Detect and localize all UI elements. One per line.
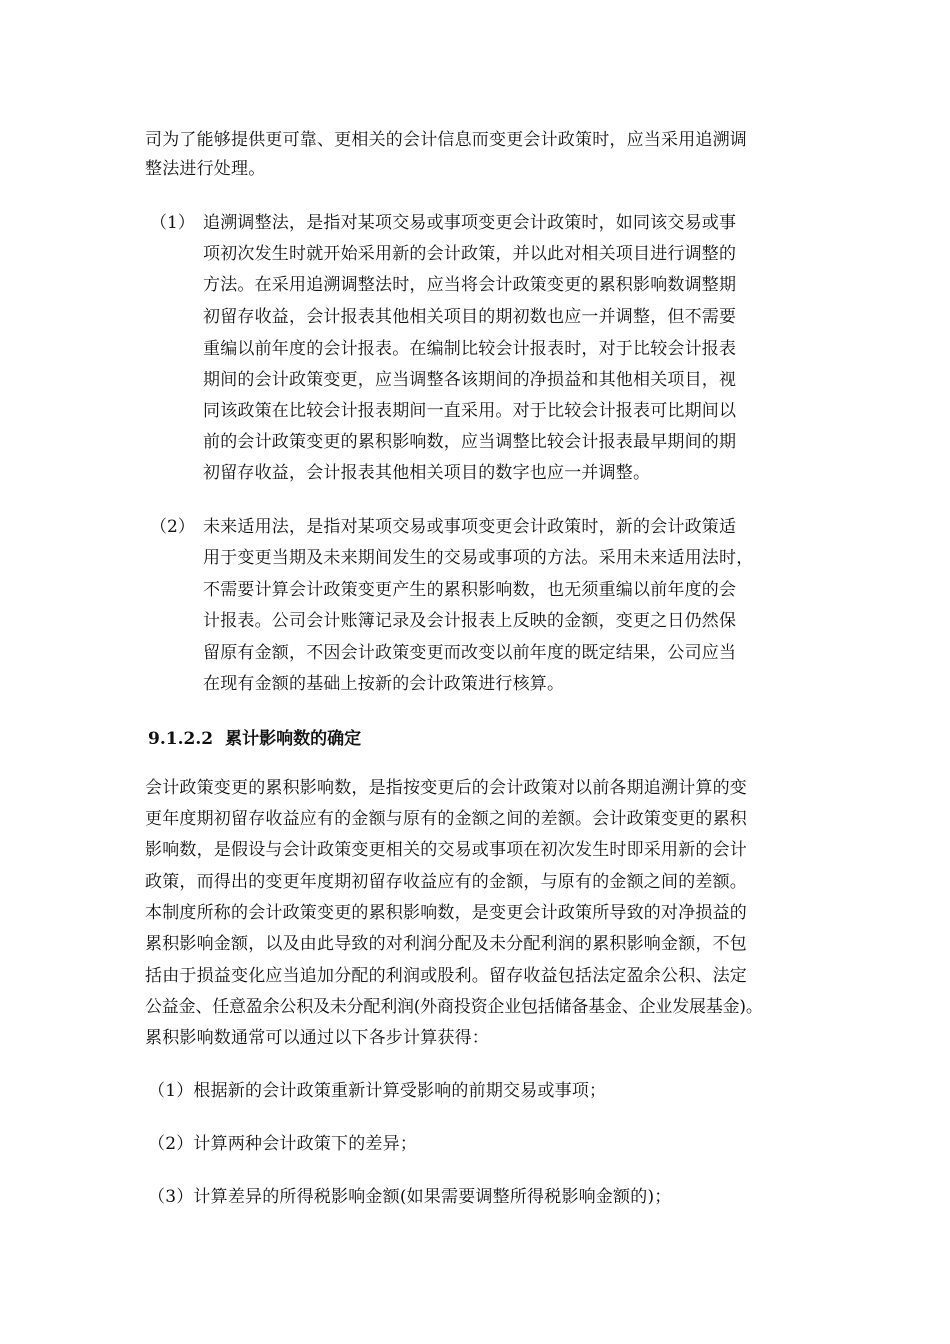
section-number: 9.1.2.2 bbox=[148, 729, 214, 749]
list-item-1-line: 同该政策在比较会计报表期间一直采用。对于比较会计报表可比期间以 bbox=[203, 401, 737, 421]
step-item-2: （2）计算两种会计政策下的差异； bbox=[148, 1134, 418, 1154]
body-line: 本制度所称的会计政策变更的累积影响数，是变更会计政策所导致的对净损益的 bbox=[145, 903, 747, 923]
list-item-1-line: 初留存收益，会计报表其他相关项目的期初数也应一并调整，但不需要 bbox=[203, 307, 737, 327]
section-heading bbox=[148, 729, 361, 749]
list-item-2-marker: （2） bbox=[150, 517, 195, 537]
body-line: 公益金、任意盈余公积及未分配利润(外商投资企业包括储备基金、企业发展基金)。 bbox=[145, 997, 763, 1017]
list-item-1-line: 期间的会计政策变更，应当调整各该期间的净损益和其他相关项目，视 bbox=[203, 370, 737, 390]
body-line: 政策，而得出的变更年度期初留存收益应有的金额，与原有的金额之间的差额。 bbox=[145, 872, 747, 892]
body-line: 会计政策变更的累积影响数，是指按变更后的会计政策对以前各期追溯计算的变 bbox=[145, 778, 747, 798]
body-line: 更年度期初留存收益应有的金额与原有的金额之间的差额。会计政策变更的累积 bbox=[145, 809, 747, 829]
list-item-1-line: 追溯调整法，是指对某项交易或事项变更会计政策时，如同该交易或事 bbox=[203, 213, 737, 233]
list-item-2-line: 未来适用法，是指对某项交易或事项变更会计政策时，新的会计政策适 bbox=[203, 517, 737, 537]
intro-line-1: 司为了能够提供更可靠、更相关的会计信息而变更会计政策时，应当采用追溯调 bbox=[145, 130, 747, 150]
list-item-1-line: 前的会计政策变更的累积影响数，应当调整比较会计报表最早期间的期 bbox=[203, 432, 737, 452]
body-line: 累积影响数通常可以通过以下各步计算获得： bbox=[145, 1028, 489, 1048]
section-title: 累计影响数的确定 bbox=[225, 729, 362, 749]
list-item-1-line: 重编以前年度的会计报表。在编制比较会计报表时，对于比较会计报表 bbox=[203, 339, 737, 359]
list-item-1-line: 项初次发生时就开始采用新的会计政策，并以此对相关项目进行调整的 bbox=[203, 244, 737, 264]
body-line: 影响数，是假设与会计政策变更相关的交易或事项在初次发生时即采用新的会计 bbox=[145, 840, 747, 860]
list-item-1-line: 方法。在采用追溯调整法时，应当将会计政策变更的累积影响数调整期 bbox=[203, 275, 737, 295]
step-item-3: （3）计算差异的所得税影响金额(如果需要调整所得税影响金额的)； bbox=[148, 1187, 672, 1207]
list-item-2-line: 不需要计算会计政策变更产生的累积影响数，也无须重编以前年度的会 bbox=[203, 580, 737, 600]
list-item-2-line: 用于变更当期及未来期间发生的交易或事项的方法。采用未来适用法时， bbox=[203, 548, 754, 568]
body-line: 累积影响金额，以及由此导致的对利润分配及未分配利润的累积影响金额，不包 bbox=[145, 934, 747, 954]
list-item-2-line: 留原有金额，不因会计政策变更而改变以前年度的既定结果，公司应当 bbox=[203, 643, 737, 663]
list-item-2-line: 计报表。公司会计账簿记录及会计报表上反映的金额，变更之日仍然保 bbox=[203, 611, 737, 631]
list-item-1-line: 初留存收益，会计报表其他相关项目的数字也应一并调整。 bbox=[203, 463, 651, 483]
list-item-2-line: 在现有金额的基础上按新的会计政策进行核算。 bbox=[203, 674, 565, 694]
body-line: 括由于损益变化应当追加分配的利润或股利。留存收益包括法定盈余公积、法定 bbox=[145, 966, 747, 986]
list-item-1-marker: （1） bbox=[150, 213, 195, 233]
intro-line-2: 整法进行处理。 bbox=[145, 159, 266, 179]
step-item-1: （1）根据新的会计政策重新计算受影响的前期交易或事项； bbox=[148, 1081, 607, 1101]
